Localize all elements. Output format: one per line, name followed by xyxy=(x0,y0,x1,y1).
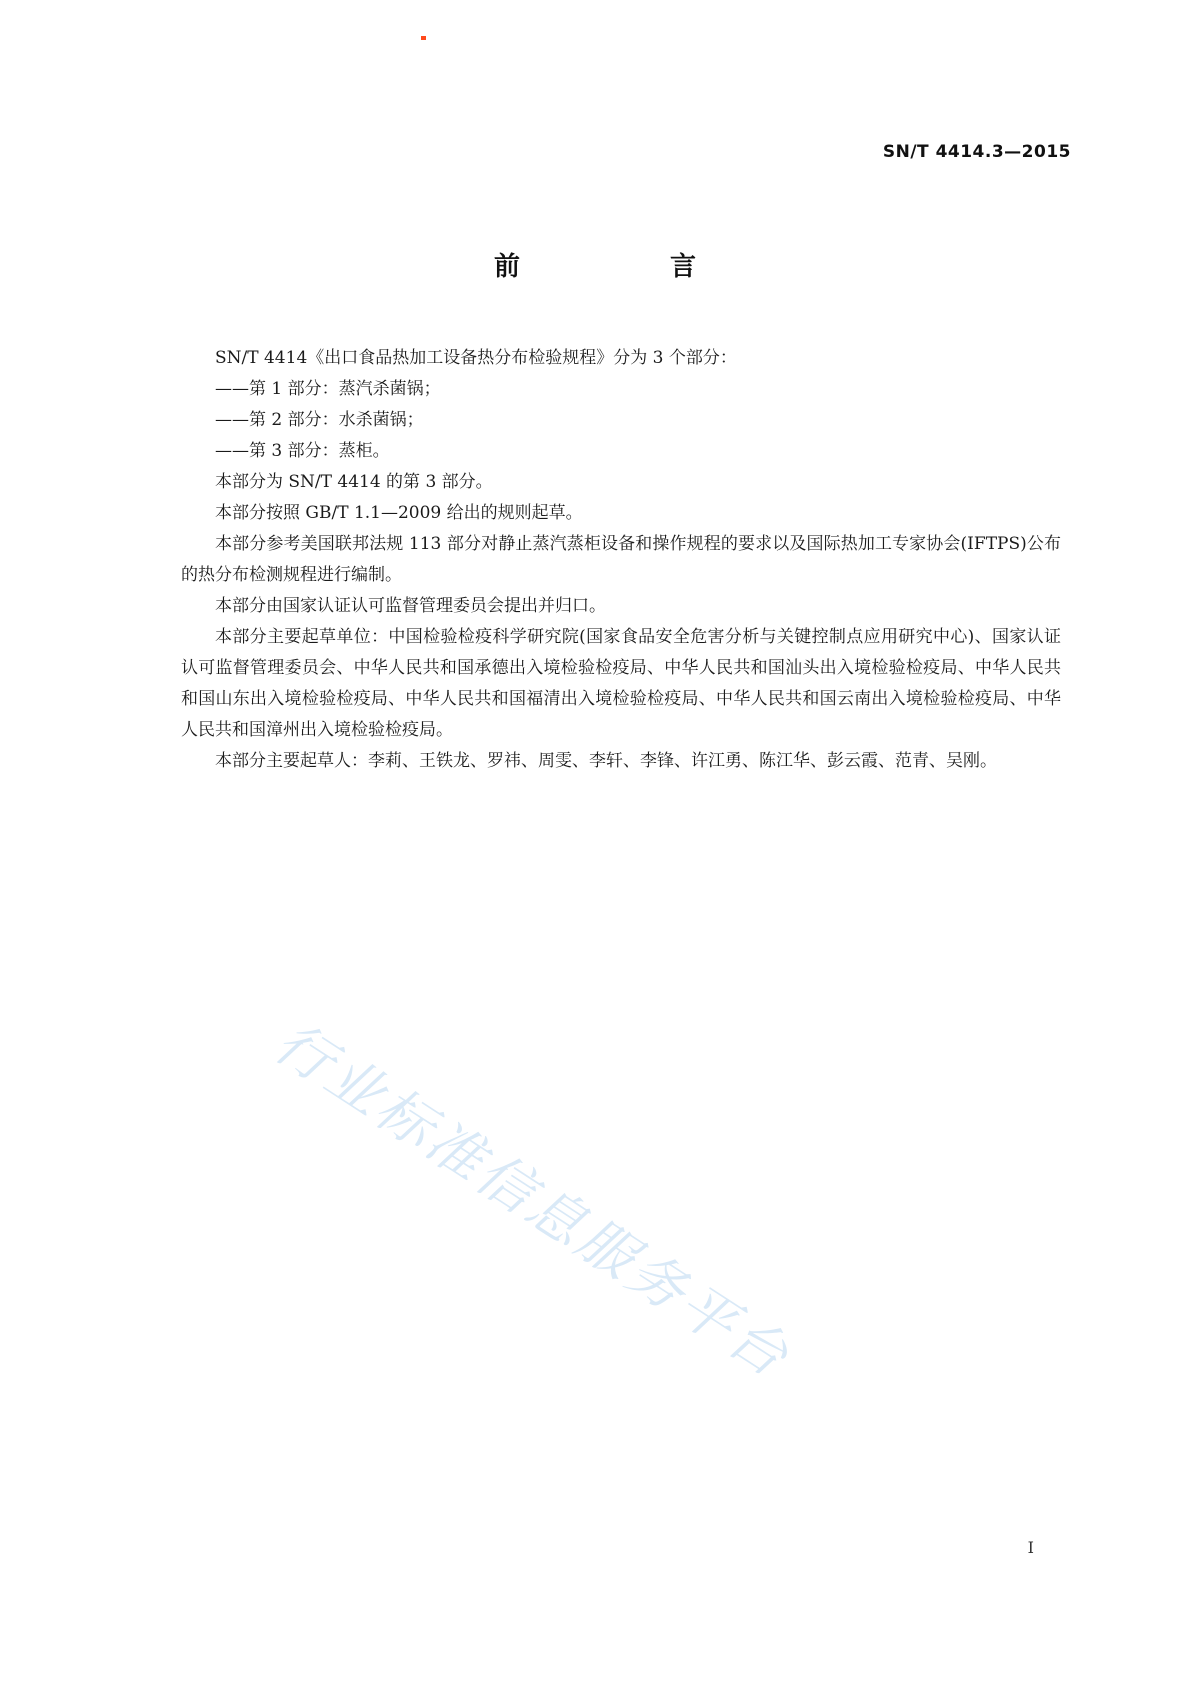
reference-paragraph: 本部分参考美国联邦法规 113 部分对静止蒸汽蒸柜设备和操作规程的要求以及国际热加工专家协会(IFTPS)公布的热分布检测规程进行编制。 xyxy=(181,534,1061,585)
standard-code: SN/T 4414.3—2015 xyxy=(882,142,1071,162)
page-title: 前 言 xyxy=(493,252,758,282)
part-statement-paragraph: 本部分为 SN/T 4414 的第 3 部分。 xyxy=(215,472,493,492)
intro-paragraph: SN/T 4414《出口食品热加工设备热分布检验规程》分为 3 个部分： xyxy=(215,348,737,368)
part-list-item-2: ——第 2 部分：水杀菌锅； xyxy=(215,410,424,430)
foreword-body xyxy=(181,343,1061,777)
orange-mark-decoration xyxy=(421,36,426,40)
proposer-paragraph: 本部分由国家认证认可监督管理委员会提出并归口。 xyxy=(215,596,606,616)
watermark-text: 行业标准信息服务平台 xyxy=(263,1010,802,1392)
part-list-item-3: ——第 3 部分：蒸柜。 xyxy=(215,441,390,461)
drafting-rules-paragraph: 本部分按照 GB/T 1.1—2009 给出的规则起草。 xyxy=(215,503,583,523)
drafters-paragraph: 本部分主要起草人：李莉、王铁龙、罗祎、周雯、李轩、李锋、许江勇、陈江华、彭云霞、范青、吴刚。 xyxy=(215,751,997,771)
part-list-item-1: ——第 1 部分：蒸汽杀菌锅； xyxy=(215,379,441,399)
drafting-units-paragraph: 本部分主要起草单位：中国检验检疫科学研究院(国家食品安全危害分析与关键控制点应用研究中心)、国家认证认可监督管理委员会、中华人民共和国承德出入境检验检疫局、中华人民共和国汕头出入境检验检疫局、中华人民共和国山东出入境检验检疫局、中华人民共和国福清出入境检验检疫局、中华人民共和国云南出入境检验检疫局、中华人民共和国漳州出入境检验检疫局。 xyxy=(181,627,1061,740)
page-number: I xyxy=(1027,1538,1034,1557)
